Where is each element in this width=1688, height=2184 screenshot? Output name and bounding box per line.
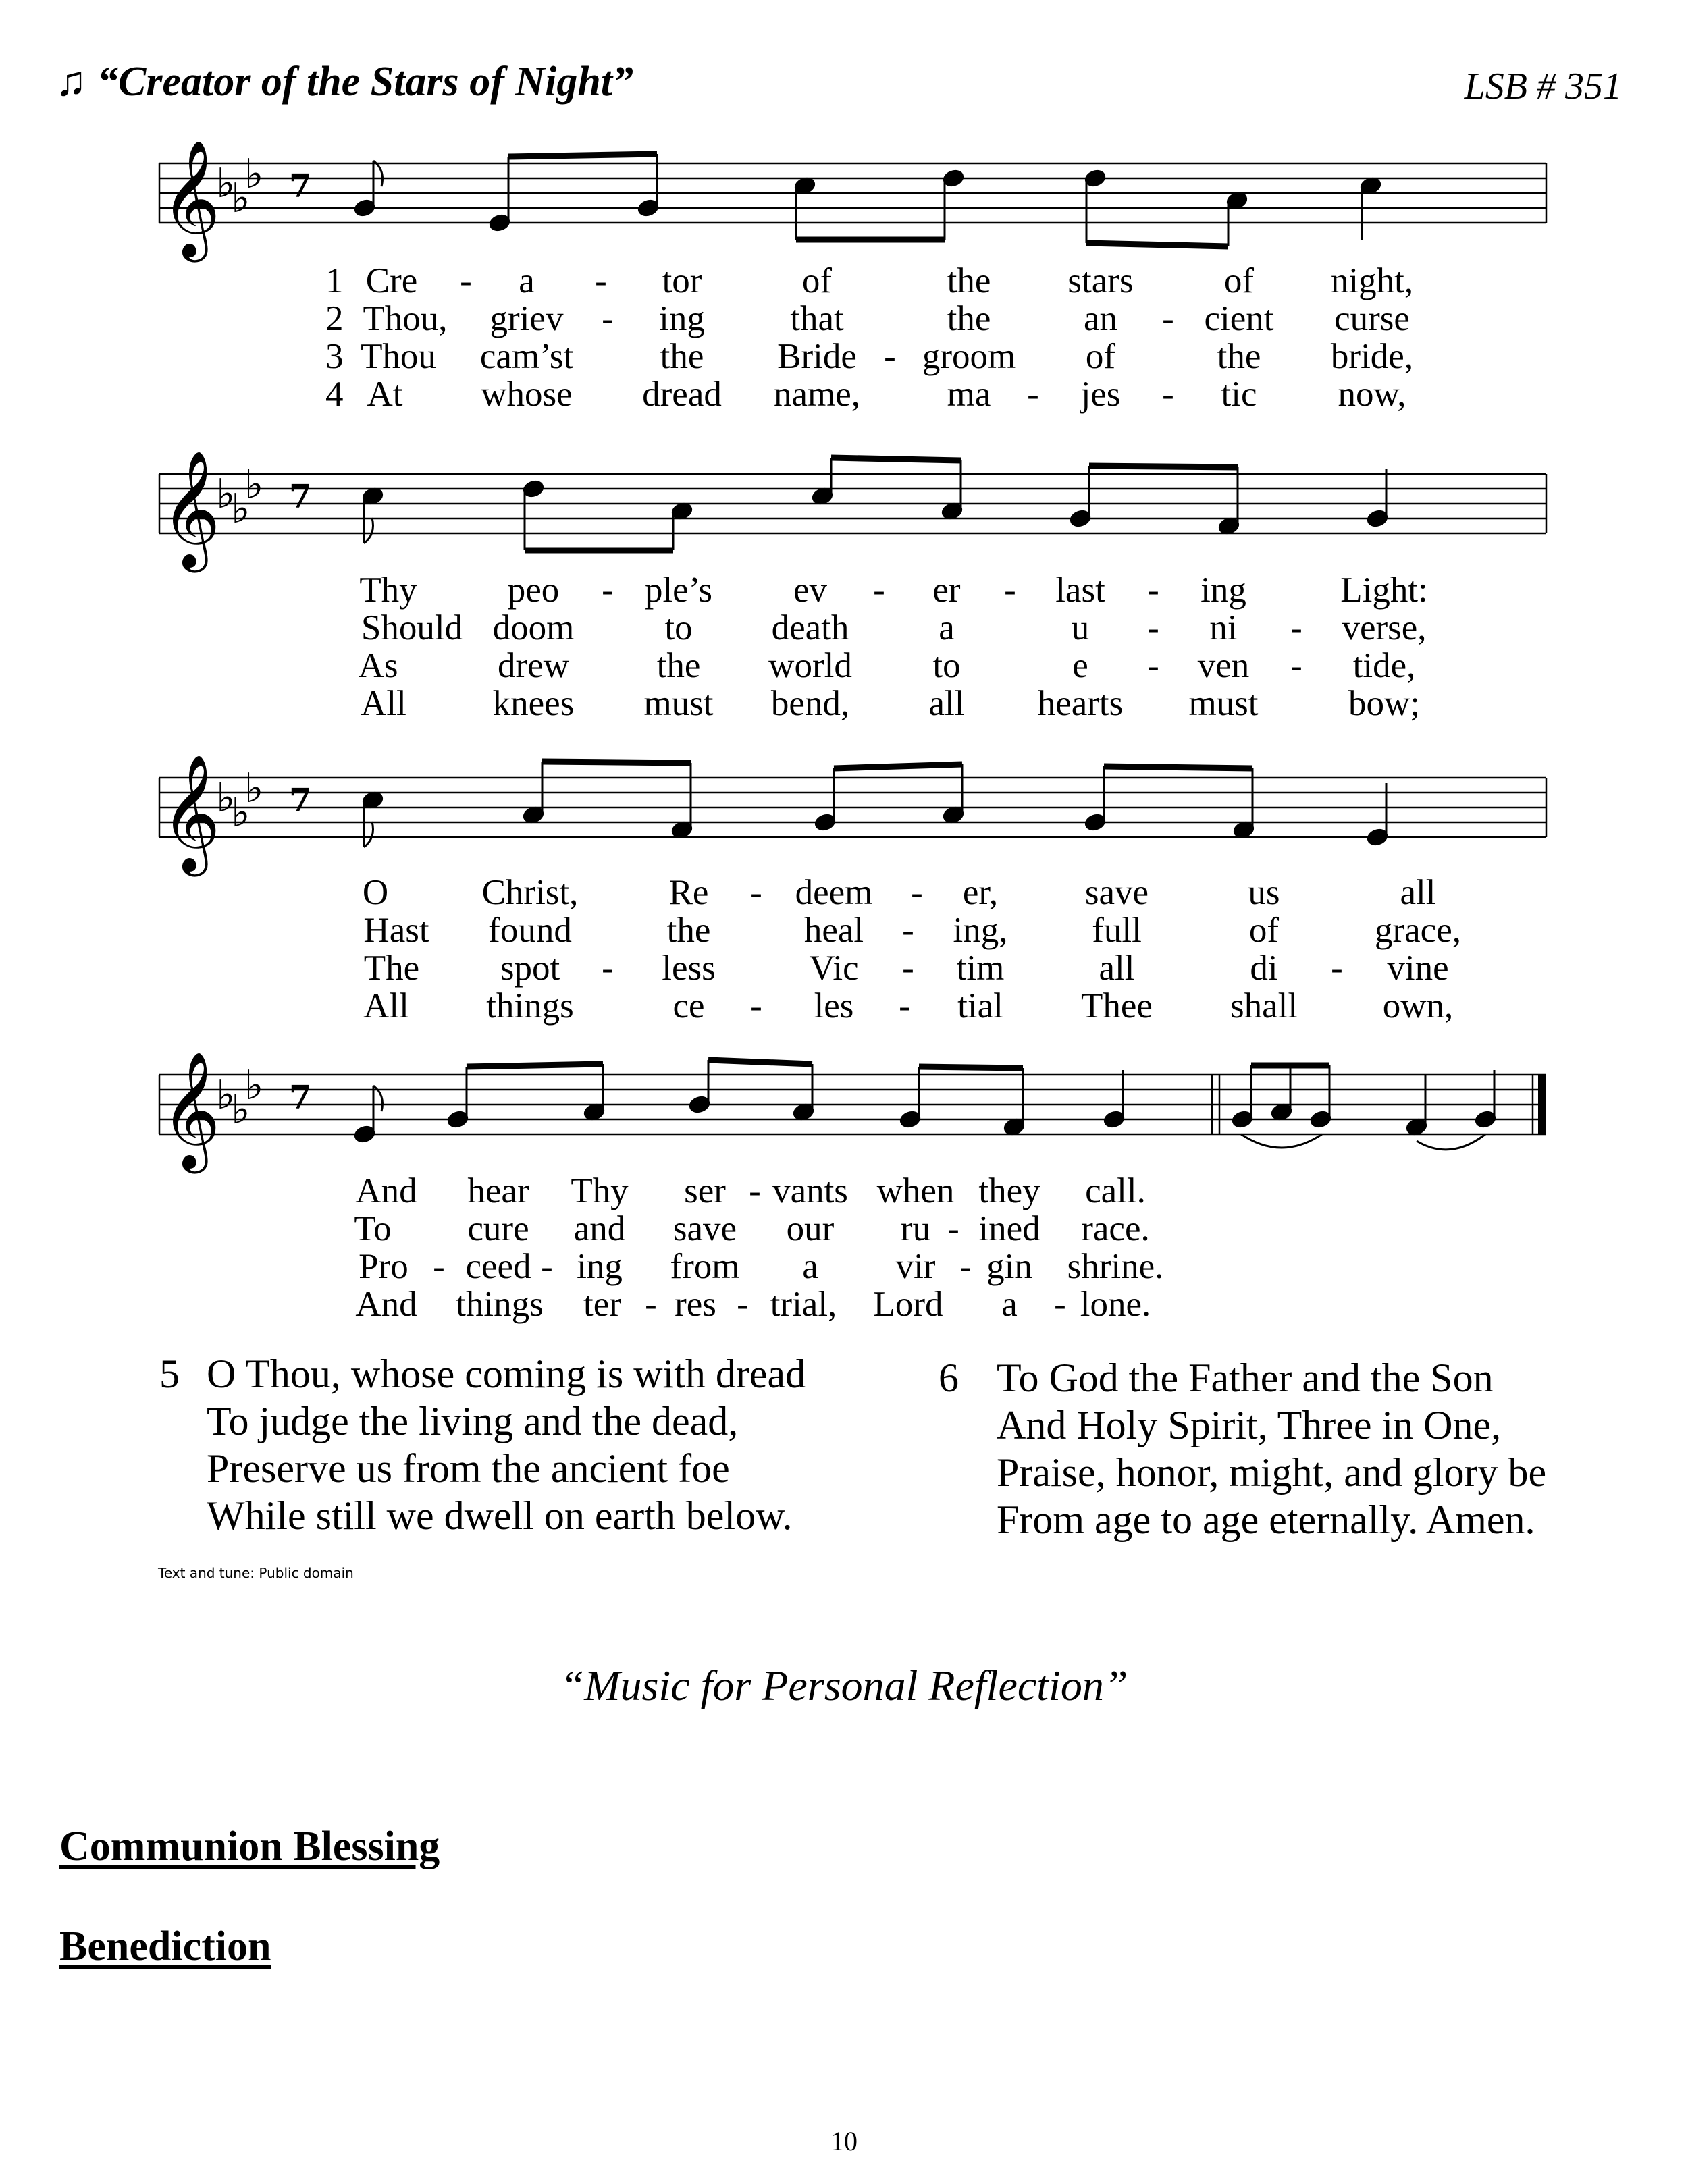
music-staff-system-3 <box>0 736 1688 884</box>
verse-number: 3 <box>325 337 344 376</box>
lyric-syllable: All <box>361 684 406 723</box>
lyric-syllable: vir <box>895 1247 936 1286</box>
lyric-syllable: ceed <box>465 1247 531 1286</box>
flat-sign: ♭ <box>231 789 250 836</box>
copyright-credit: Text and tune: Public domain <box>158 1565 354 1581</box>
lyric-syllable: Lord <box>873 1285 943 1324</box>
lyric-syllable: of <box>1248 911 1280 950</box>
lyric-syllable: ru <box>900 1209 931 1248</box>
lyric-syllable: cam’st <box>479 337 574 376</box>
music-note-icon: ♫ <box>55 59 87 105</box>
slurs <box>1241 1134 1485 1150</box>
lyric-syllable: ma <box>947 375 991 414</box>
lyric-syllable: heal <box>803 911 864 950</box>
lyric-syllable: And <box>355 1285 417 1324</box>
flat-sign: ♭ <box>231 1086 250 1134</box>
flat-sign: ♭ <box>244 765 264 812</box>
stanza-line: And Holy Spirit, Three in One, <box>997 1403 1502 1447</box>
lyric-syllable: And <box>355 1171 417 1210</box>
lyric-syllable: ce <box>672 986 705 1026</box>
lyric-syllable: shall <box>1230 986 1298 1026</box>
lyric-syllable: u <box>1071 608 1090 647</box>
flat-sign: ♭ <box>244 1062 264 1109</box>
lyric-syllable: a <box>519 261 535 300</box>
lyric-syllable: tial <box>957 986 1003 1026</box>
lyric-syllable: to <box>932 646 961 685</box>
stanza-line: While still we dwell on earth below. <box>207 1493 793 1538</box>
lyric-syllable: now, <box>1338 375 1406 414</box>
lyric-syllable: er, <box>962 873 999 912</box>
flat-sign: ♭ <box>216 774 236 822</box>
lyric-syllable: full <box>1092 911 1142 950</box>
hyphen: - <box>1290 646 1302 685</box>
lyric-syllable: hearts <box>1037 684 1124 723</box>
eighth-rest: 7 <box>289 478 312 516</box>
lyric-syllable: shrine. <box>1067 1247 1164 1286</box>
lyric-syllable: the <box>656 646 701 685</box>
hyphen: - <box>1147 570 1159 610</box>
lyric-syllable: vants <box>772 1171 848 1210</box>
lyric-syllable: the <box>947 261 991 300</box>
lyric-syllable: ing <box>577 1247 623 1286</box>
lyric-syllable: all <box>1099 949 1135 988</box>
lyric-syllable: of <box>801 261 833 300</box>
lyric-syllable: save <box>672 1209 737 1248</box>
lyric-syllable: whose <box>481 375 573 414</box>
lyric-syllable: ined <box>978 1209 1040 1248</box>
lyric-syllable: grace, <box>1375 911 1461 950</box>
lyric-syllable: hear <box>467 1171 529 1210</box>
lyric-syllable: Should <box>361 608 463 647</box>
lyric-syllable: ing <box>659 299 705 338</box>
lyric-syllable: les <box>814 986 854 1026</box>
lyric-syllable: Hast <box>363 911 429 950</box>
lyric-syllable: the <box>666 911 711 950</box>
hyphen: - <box>902 911 914 950</box>
lyric-syllable: ple’s <box>644 570 713 610</box>
lyric-syllable: lone. <box>1080 1285 1151 1324</box>
lyric-syllable: and <box>573 1209 626 1248</box>
hyphen: - <box>750 986 762 1026</box>
lyric-syllable: Thou <box>361 337 436 376</box>
lyric-syllable: cient <box>1204 299 1274 338</box>
lyric-syllable: griev <box>490 299 564 338</box>
lyric-syllable: things <box>456 1285 544 1324</box>
notes <box>353 154 1381 246</box>
lyric-syllable: when <box>876 1171 955 1210</box>
lyric-syllable: bend, <box>770 684 850 723</box>
lyric-syllable: ni <box>1209 608 1238 647</box>
lyric-syllable: res <box>675 1285 716 1324</box>
lyric-syllable: must <box>643 684 714 723</box>
lyric-syllable: of <box>1223 261 1255 300</box>
lyric-syllable: vine <box>1387 949 1449 988</box>
lyric-syllable: The <box>363 949 420 988</box>
lyric-syllable: verse, <box>1342 608 1427 647</box>
lyric-syllable: doom <box>492 608 575 647</box>
lyric-syllable: ev <box>793 570 828 610</box>
hyphen: - <box>541 1247 553 1286</box>
lyric-syllable: dread <box>642 375 722 414</box>
notes <box>353 1060 1496 1144</box>
lyric-syllable: peo <box>507 570 560 610</box>
hyphen: - <box>749 1171 761 1210</box>
hymn-title <box>55 58 633 106</box>
lyric-syllable: curse <box>1334 299 1410 338</box>
hyphen: - <box>595 261 607 300</box>
hyphen: - <box>460 261 472 300</box>
lyric-syllable: found <box>488 911 572 950</box>
lyric-syllable: a <box>1001 1285 1018 1324</box>
hyphen: - <box>1331 949 1343 988</box>
lyric-syllable: bow; <box>1348 684 1420 723</box>
lyric-syllable: trial, <box>770 1285 837 1324</box>
flat-sign: ♭ <box>216 471 236 518</box>
lyric-syllable: Thee <box>1081 986 1153 1026</box>
lyric-syllable: tim <box>956 949 1005 988</box>
lyric-syllable: ter <box>583 1285 621 1324</box>
treble-clef: 𝄞 <box>161 450 221 568</box>
eighth-rest: 7 <box>289 1079 312 1117</box>
hyphen: - <box>899 986 911 1026</box>
page-number: 10 <box>830 2126 858 2156</box>
hymn-number: LSB # 351 <box>1464 65 1622 107</box>
eighth-rest: 7 <box>289 167 312 205</box>
lyric-syllable: tide, <box>1352 646 1416 685</box>
lyric-syllable: world <box>768 646 852 685</box>
lyric-syllable: a <box>802 1247 818 1286</box>
hyphen: - <box>911 873 923 912</box>
flat-sign: ♭ <box>244 461 264 508</box>
lyric-syllable: Vic <box>809 949 859 988</box>
hyphen: - <box>602 299 614 338</box>
eighth-rest: 7 <box>289 782 312 820</box>
lyric-syllable: cure <box>467 1209 529 1248</box>
hyphen: - <box>602 570 614 610</box>
flat-sign: ♭ <box>244 151 264 198</box>
lyric-syllable: To <box>354 1209 392 1248</box>
hyphen: - <box>602 949 614 988</box>
lyric-syllable: drew <box>498 646 569 685</box>
stanza-line: To judge the living and the dead, <box>207 1399 739 1443</box>
lyric-syllable: name, <box>773 375 861 414</box>
lyric-syllable: Thy <box>359 570 417 610</box>
lyric-syllable: di <box>1250 949 1278 988</box>
lyric-syllable: must <box>1188 684 1259 723</box>
hyphen: - <box>1004 570 1016 610</box>
hyphen: - <box>884 337 896 376</box>
stanza-line: To God the Father and the Son <box>997 1356 1494 1400</box>
flat-sign: ♭ <box>216 1071 236 1119</box>
lyric-syllable: As <box>358 646 398 685</box>
final-barline <box>1538 1075 1546 1134</box>
lyric-syllable: a <box>939 608 955 647</box>
lyric-syllable: all <box>928 684 965 723</box>
stanza-line: O Thou, whose coming is with dread <box>207 1352 806 1396</box>
lyric-syllable: tic <box>1221 375 1257 414</box>
stanza-number: 5 <box>159 1352 180 1396</box>
lyric-syllable: last <box>1055 570 1105 610</box>
verse-number: 2 <box>325 299 344 338</box>
lyric-syllable: Pro <box>359 1247 408 1286</box>
lyric-syllable: gin <box>986 1247 1032 1286</box>
stanza-6 <box>939 1354 1668 1550</box>
hyphen: - <box>1162 299 1174 338</box>
lyric-syllable: the <box>1217 337 1261 376</box>
hyphen: - <box>1147 646 1159 685</box>
lyric-syllable: tor <box>662 261 702 300</box>
stanza-number: 6 <box>939 1356 959 1400</box>
hyphen: - <box>1290 608 1302 647</box>
lyric-syllable: er <box>932 570 961 610</box>
hyphen: - <box>645 1285 657 1324</box>
treble-clef: 𝄞 <box>161 754 221 872</box>
stanza-line: Praise, honor, might, and glory be <box>997 1450 1547 1495</box>
lyric-syllable: Re <box>668 873 709 912</box>
lyric-syllable: stars <box>1067 261 1134 300</box>
hyphen: - <box>1147 608 1159 647</box>
hyphen: - <box>902 949 914 988</box>
lyric-syllable: Thou, <box>363 299 448 338</box>
lyric-syllable: At <box>367 375 403 414</box>
music-staff-system-4 <box>0 1033 1688 1181</box>
stanza-line: From age to age eternally. Amen. <box>997 1497 1535 1542</box>
lyric-syllable: less <box>662 949 716 988</box>
hyphen: - <box>947 1209 959 1248</box>
lyric-syllable: spot <box>500 949 560 988</box>
verse-number: 1 <box>325 261 344 300</box>
lyric-syllable: the <box>660 337 704 376</box>
lyric-syllable: jes <box>1080 375 1121 414</box>
hyphen: - <box>433 1247 445 1286</box>
hyphen: - <box>750 873 762 912</box>
hyphen: - <box>1054 1285 1066 1324</box>
lyric-syllable: ser <box>684 1171 726 1210</box>
verse-number: 4 <box>325 375 344 414</box>
hymn-title-text: “Creator of the Stars of Night” <box>97 59 634 105</box>
lyric-syllable: an <box>1083 299 1118 338</box>
lyric-syllable: death <box>771 608 849 647</box>
benediction-heading: Benediction <box>59 1923 271 1969</box>
music-staff-system-1 <box>0 122 1688 270</box>
reflection-caption: “Music for Personal Reflection” <box>560 1661 1128 1709</box>
communion-blessing-heading: Communion Blessing <box>59 1823 440 1869</box>
hyphen: - <box>959 1247 972 1286</box>
lyric-syllable: to <box>664 608 693 647</box>
treble-clef: 𝄞 <box>161 140 221 257</box>
lyric-syllable: O <box>362 873 389 912</box>
lyric-syllable: knees <box>492 684 575 723</box>
lyric-syllable: e <box>1072 646 1088 685</box>
stanza-5 <box>159 1350 868 1546</box>
music-staff-system-2 <box>0 432 1688 581</box>
lyric-syllable: deem <box>795 873 873 912</box>
lyric-syllable: all <box>1400 873 1436 912</box>
lyric-syllable: race. <box>1081 1209 1150 1248</box>
treble-clef: 𝄞 <box>161 1051 221 1169</box>
stanza-line: Preserve us from the ancient foe <box>207 1446 730 1491</box>
notes <box>361 762 1388 847</box>
lyric-syllable: bride, <box>1330 337 1414 376</box>
lyric-syllable: Bride <box>777 337 857 376</box>
lyric-syllable: from <box>670 1247 740 1286</box>
flat-sign: ♭ <box>231 485 250 533</box>
lyric-syllable: ing <box>1201 570 1246 610</box>
hyphen: - <box>1162 375 1174 414</box>
lyric-syllable: things <box>486 986 574 1026</box>
lyric-syllable: Thy <box>571 1171 629 1210</box>
lyric-syllable: of <box>1085 337 1116 376</box>
lyric-syllable: Light: <box>1340 570 1428 610</box>
lyric-syllable: ven <box>1197 646 1250 685</box>
lyric-syllable: save <box>1084 873 1149 912</box>
lyric-syllable: groom <box>922 337 1016 376</box>
lyric-syllable: ing, <box>953 911 1008 950</box>
lyric-syllable: All <box>363 986 409 1026</box>
hyphen: - <box>1027 375 1039 414</box>
lyric-syllable: our <box>786 1209 835 1248</box>
lyric-syllable: they <box>978 1171 1040 1210</box>
lyric-syllable: Cre <box>365 261 418 300</box>
lyric-syllable: Christ, <box>481 873 579 912</box>
lyric-syllable: night, <box>1330 261 1414 300</box>
lyric-syllable: us <box>1248 873 1280 912</box>
lyric-syllable: the <box>947 299 991 338</box>
lyric-syllable: own, <box>1382 986 1454 1026</box>
flat-sign: ♭ <box>231 175 250 222</box>
lyric-syllable: call. <box>1085 1171 1146 1210</box>
lyric-syllable: that <box>790 299 844 338</box>
hyphen: - <box>737 1285 749 1324</box>
hyphen: - <box>873 570 885 610</box>
flat-sign: ♭ <box>216 160 236 207</box>
